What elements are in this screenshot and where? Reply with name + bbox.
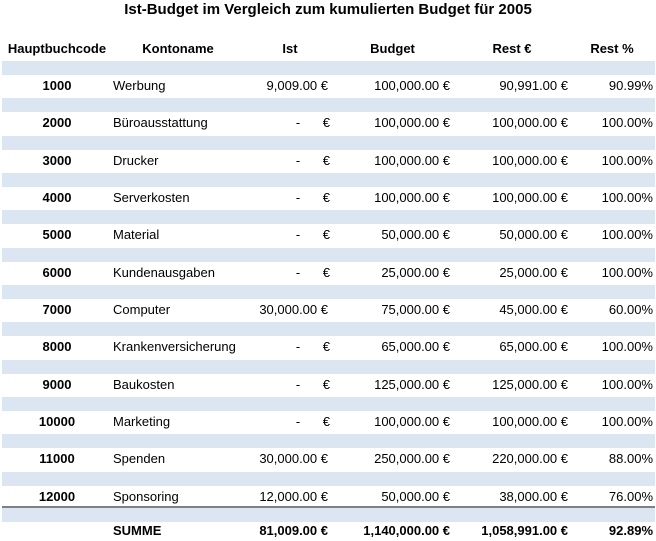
budget-value: 75,000.00 € bbox=[381, 302, 450, 317]
actual-currency: € bbox=[322, 414, 330, 429]
actual-currency: € bbox=[322, 339, 330, 354]
budget-value: 25,000.00 € bbox=[381, 265, 450, 280]
report-title: Ist-Budget im Vergleich zum kumulierten Budget für 2005 bbox=[124, 1, 532, 18]
remaining-percent: 100.00% bbox=[601, 339, 653, 354]
budget-value: 100,000.00 € bbox=[374, 153, 450, 168]
remaining-value: 100,000.00 € bbox=[492, 153, 568, 168]
remaining-value: 45,000.00 € bbox=[499, 302, 568, 317]
budget-value: 100,000.00 € bbox=[374, 78, 450, 93]
remaining-percent: 100.00% bbox=[601, 227, 653, 242]
header-name: Kontoname bbox=[142, 41, 214, 56]
remaining-value: 100,000.00 € bbox=[492, 190, 568, 205]
row-separator-band bbox=[2, 210, 655, 224]
actual-dash: - bbox=[295, 190, 301, 205]
budget-value: 100,000.00 € bbox=[374, 115, 450, 130]
total-pct: 92.89% bbox=[608, 523, 653, 538]
account-code: 9000 bbox=[42, 377, 72, 392]
actual-dash: - bbox=[295, 414, 301, 429]
account-code: 12000 bbox=[38, 489, 76, 504]
account-code: 1000 bbox=[42, 78, 72, 93]
actual-currency: € bbox=[322, 265, 330, 280]
budget-value: 250,000.00 € bbox=[374, 451, 450, 466]
header-rest: Rest € bbox=[492, 41, 532, 56]
remaining-percent: 100.00% bbox=[601, 153, 653, 168]
row-separator-band bbox=[2, 285, 655, 299]
actual-currency: € bbox=[322, 153, 330, 168]
account-name: Serverkosten bbox=[113, 190, 190, 205]
account-name: Krankenversicherung bbox=[113, 339, 236, 354]
account-name: Material bbox=[113, 227, 160, 242]
total-ist: 81,009.00 € bbox=[259, 523, 328, 538]
account-name: Computer bbox=[113, 302, 171, 317]
account-name: Marketing bbox=[113, 414, 171, 429]
remaining-value: 38,000.00 € bbox=[499, 489, 568, 504]
budget-value: 100,000.00 € bbox=[374, 414, 450, 429]
budget-value: 100,000.00 € bbox=[374, 190, 450, 205]
budget-value: 125,000.00 € bbox=[374, 377, 450, 392]
actual-dash: - bbox=[295, 265, 301, 280]
account-code: 10000 bbox=[38, 414, 76, 429]
account-name: Drucker bbox=[113, 153, 159, 168]
actual-dash: - bbox=[295, 377, 301, 392]
row-separator-band bbox=[2, 397, 655, 411]
remaining-value: 125,000.00 € bbox=[492, 377, 568, 392]
row-separator-band bbox=[2, 98, 655, 112]
account-name: Büroausstattung bbox=[113, 115, 208, 130]
actual-value: 9,009.00 € bbox=[266, 78, 328, 93]
row-separator-band bbox=[2, 61, 655, 75]
actual-dash: - bbox=[295, 339, 301, 354]
total-separator bbox=[2, 506, 655, 508]
row-separator-band bbox=[2, 248, 655, 262]
actual-currency: € bbox=[322, 377, 330, 392]
remaining-percent: 100.00% bbox=[601, 265, 653, 280]
account-code: 8000 bbox=[42, 339, 72, 354]
account-code: 11000 bbox=[39, 451, 75, 466]
total-label: SUMME bbox=[113, 523, 162, 538]
account-name: Spenden bbox=[113, 451, 166, 466]
actual-currency: € bbox=[322, 227, 330, 242]
remaining-percent: 76.00% bbox=[608, 489, 653, 504]
remaining-value: 100,000.00 € bbox=[492, 414, 568, 429]
actual-value: 12,000.00 € bbox=[259, 489, 328, 504]
remaining-percent: 88.00% bbox=[608, 451, 653, 466]
budget-value: 50,000.00 € bbox=[381, 227, 450, 242]
row-separator-band bbox=[2, 360, 655, 374]
remaining-percent: 90.99% bbox=[608, 78, 653, 93]
actual-value: 30,000.00 € bbox=[259, 302, 328, 317]
header-code: Hauptbuchcode bbox=[7, 41, 107, 56]
account-name: Kundenausgaben bbox=[113, 265, 215, 280]
account-code: 7000 bbox=[42, 302, 72, 317]
header-pct: Rest % bbox=[590, 41, 634, 56]
remaining-percent: 60.00% bbox=[608, 302, 653, 317]
header-ist: Ist bbox=[282, 41, 298, 56]
remaining-value: 90,991.00 € bbox=[499, 78, 568, 93]
actual-dash: - bbox=[295, 227, 301, 242]
remaining-percent: 100.00% bbox=[601, 414, 653, 429]
actual-value: 30,000.00 € bbox=[259, 451, 328, 466]
remaining-percent: 100.00% bbox=[601, 190, 653, 205]
total-budget: 1,140,000.00 € bbox=[363, 523, 450, 538]
row-separator-band bbox=[2, 434, 655, 448]
account-code: 2000 bbox=[42, 115, 72, 130]
total-rest: 1,058,991.00 € bbox=[481, 523, 568, 538]
remaining-value: 25,000.00 € bbox=[499, 265, 568, 280]
account-code: 5000 bbox=[42, 227, 72, 242]
budget-value: 50,000.00 € bbox=[381, 489, 450, 504]
budget-value: 65,000.00 € bbox=[381, 339, 450, 354]
row-separator-band bbox=[2, 472, 655, 486]
row-separator-band bbox=[2, 173, 655, 187]
remaining-value: 50,000.00 € bbox=[499, 227, 568, 242]
account-name: Baukosten bbox=[113, 377, 175, 392]
account-code: 3000 bbox=[42, 153, 72, 168]
actual-currency: € bbox=[322, 115, 330, 130]
account-code: 4000 bbox=[42, 190, 72, 205]
header-budget: Budget bbox=[370, 41, 415, 56]
row-separator-band bbox=[2, 508, 655, 522]
actual-dash: - bbox=[295, 153, 301, 168]
account-code: 6000 bbox=[42, 265, 72, 280]
remaining-percent: 100.00% bbox=[601, 377, 653, 392]
remaining-percent: 100.00% bbox=[601, 115, 653, 130]
remaining-value: 220,000.00 € bbox=[492, 451, 568, 466]
actual-dash: - bbox=[295, 115, 301, 130]
remaining-value: 65,000.00 € bbox=[499, 339, 568, 354]
actual-currency: € bbox=[322, 190, 330, 205]
row-separator-band bbox=[2, 322, 655, 336]
account-name: Werbung bbox=[113, 78, 166, 93]
account-name: Sponsoring bbox=[113, 489, 179, 504]
remaining-value: 100,000.00 € bbox=[492, 115, 568, 130]
row-separator-band bbox=[2, 136, 655, 150]
